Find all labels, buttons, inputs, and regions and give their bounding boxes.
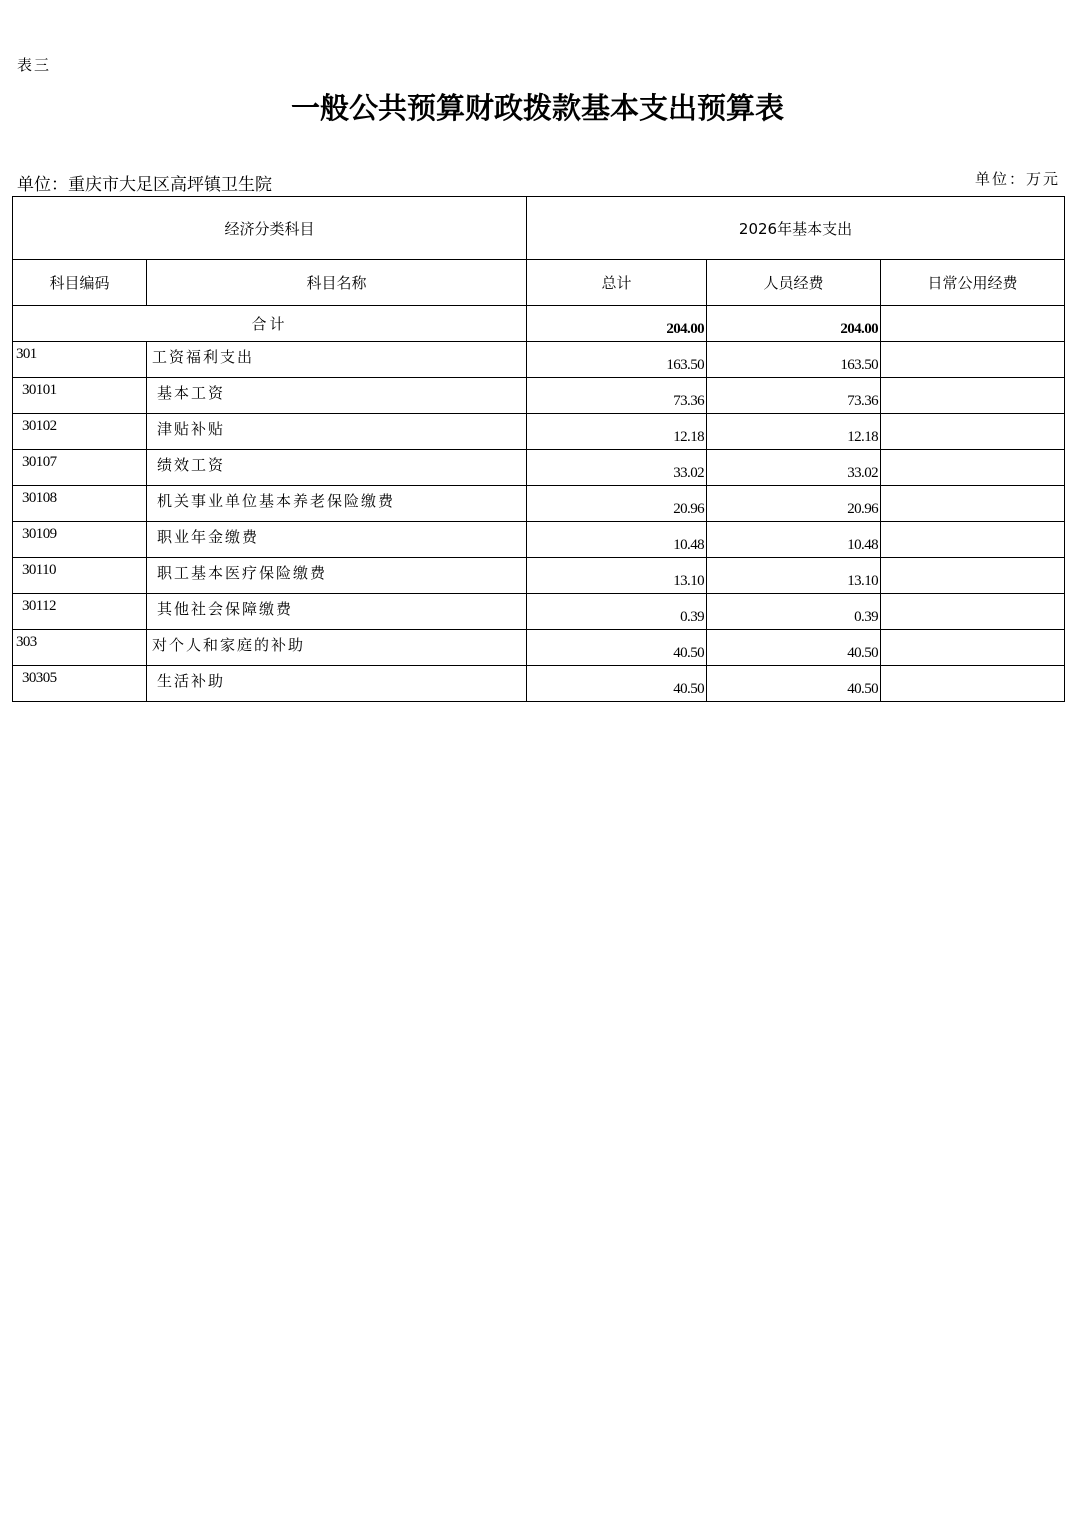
subject-name: 基本工资 [147, 378, 527, 414]
table-row [13, 666, 1065, 702]
row-public [881, 558, 1065, 594]
row-public [881, 522, 1065, 558]
row-total: 40.50 [527, 630, 707, 666]
row-total: 13.10 [527, 558, 707, 594]
row-total: 0.39 [527, 594, 707, 630]
row-total: 20.96 [527, 486, 707, 522]
subject-name: 津贴补贴 [147, 414, 527, 450]
subject-code: 30102 [13, 414, 147, 450]
budget-table [12, 196, 1065, 702]
row-total: 40.50 [527, 666, 707, 702]
subject-name: 其他社会保障缴费 [147, 594, 527, 630]
row-total: 33.02 [527, 450, 707, 486]
header-economic-classification: 经济分类科目 [13, 197, 527, 260]
row-public [881, 414, 1065, 450]
subject-name: 对个人和家庭的补助 [147, 630, 527, 666]
total-amount: 204.00 [527, 306, 707, 342]
header-subject-code: 科目编码 [13, 260, 147, 306]
total-public [881, 306, 1065, 342]
subject-name: 机关事业单位基本养老保险缴费 [147, 486, 527, 522]
subject-name: 生活补助 [147, 666, 527, 702]
row-public [881, 630, 1065, 666]
header-basic-expenditure-year: 2026年基本支出 [527, 197, 1065, 260]
subject-code: 30305 [13, 666, 147, 702]
table-row [13, 558, 1065, 594]
row-public [881, 486, 1065, 522]
header-group-row [13, 197, 1065, 260]
header-total: 总计 [527, 260, 707, 306]
table-row [13, 486, 1065, 522]
subject-code: 30109 [13, 522, 147, 558]
table-number: 表三 [17, 56, 52, 74]
row-public [881, 666, 1065, 702]
table-row [13, 522, 1065, 558]
table-row [13, 378, 1065, 414]
row-personnel: 12.18 [707, 414, 881, 450]
row-public [881, 342, 1065, 378]
row-personnel: 13.10 [707, 558, 881, 594]
header-personnel-expense: 人员经费 [707, 260, 881, 306]
subject-name: 工资福利支出 [147, 342, 527, 378]
row-total: 163.50 [527, 342, 707, 378]
row-personnel: 0.39 [707, 594, 881, 630]
row-personnel: 73.36 [707, 378, 881, 414]
row-personnel: 10.48 [707, 522, 881, 558]
unit-organization: 单位：重庆市大足区高坪镇卫生院 [17, 175, 272, 195]
header-columns-row [13, 260, 1065, 306]
row-personnel: 163.50 [707, 342, 881, 378]
header-public-expense: 日常公用经费 [881, 260, 1065, 306]
table-row [13, 342, 1065, 378]
row-personnel: 33.02 [707, 450, 881, 486]
table-row [13, 594, 1065, 630]
document-title: 一般公共预算财政拨款基本支出预算表 [290, 91, 784, 125]
subject-code: 30107 [13, 450, 147, 486]
row-personnel: 20.96 [707, 486, 881, 522]
subject-name: 职工基本医疗保险缴费 [147, 558, 527, 594]
table-row [13, 630, 1065, 666]
subject-code: 301 [13, 342, 147, 378]
total-label: 合计 [13, 306, 527, 342]
row-public [881, 594, 1065, 630]
unit-currency: 单位：万元 [974, 170, 1060, 188]
row-personnel: 40.50 [707, 666, 881, 702]
subject-code: 30101 [13, 378, 147, 414]
row-personnel: 40.50 [707, 630, 881, 666]
subject-name: 绩效工资 [147, 450, 527, 486]
subject-code: 30110 [13, 558, 147, 594]
row-public [881, 450, 1065, 486]
subject-name: 职业年金缴费 [147, 522, 527, 558]
total-row [13, 306, 1065, 342]
table-row [13, 414, 1065, 450]
subject-code: 30112 [13, 594, 147, 630]
table-row [13, 450, 1065, 486]
row-public [881, 378, 1065, 414]
row-total: 12.18 [527, 414, 707, 450]
header-subject-name: 科目名称 [147, 260, 527, 306]
row-total: 73.36 [527, 378, 707, 414]
subject-code: 303 [13, 630, 147, 666]
total-personnel: 204.00 [707, 306, 881, 342]
subject-code: 30108 [13, 486, 147, 522]
row-total: 10.48 [527, 522, 707, 558]
